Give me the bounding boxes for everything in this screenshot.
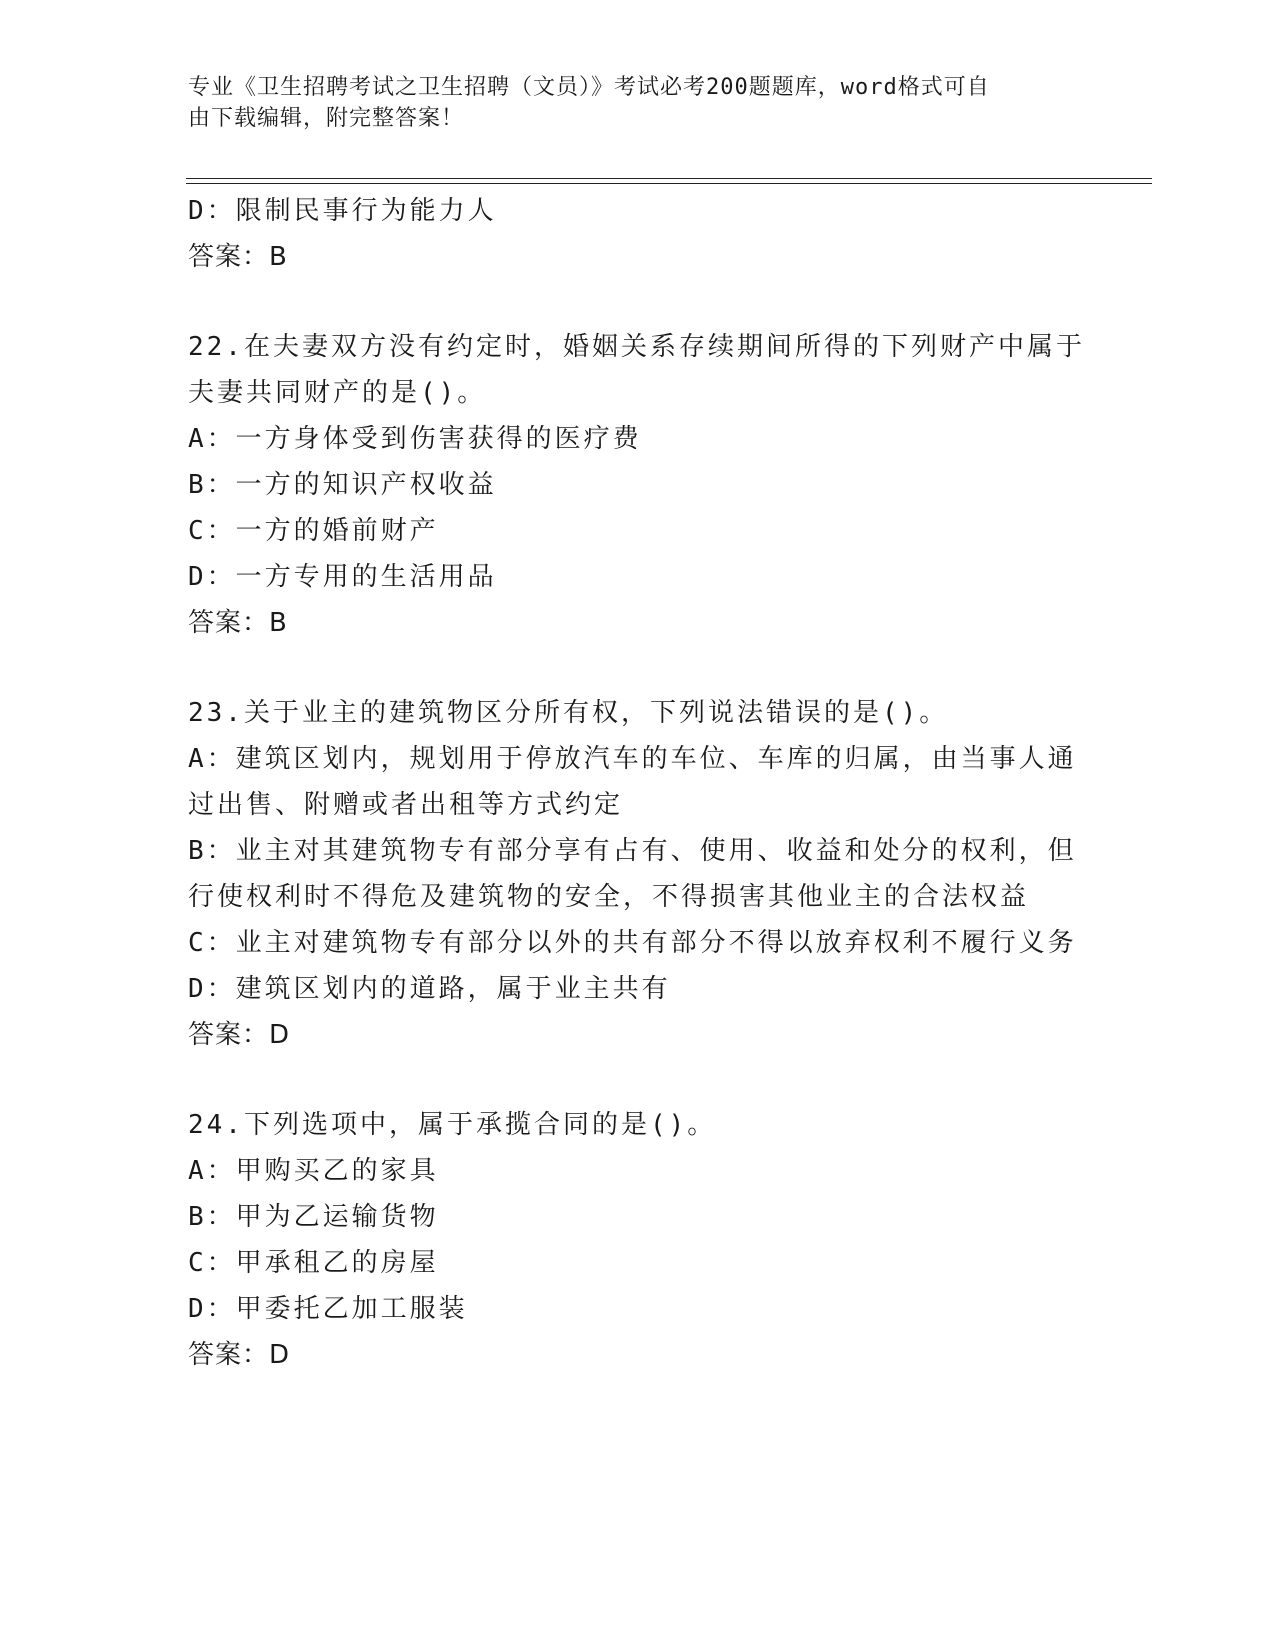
answer-line xyxy=(188,1012,1088,1058)
answer-value: B xyxy=(269,608,288,638)
question-stem-cont: 夫妻共同财产的是()。 xyxy=(188,378,487,408)
question-stem: 23.关于业主的建筑物区分所有权，下列说法错误的是()。 xyxy=(188,698,949,728)
option-a: A：建筑区划内，规划用于停放汽车的车位、车库的归属，由当事人通 xyxy=(188,744,1077,774)
question-21-tail xyxy=(188,188,1088,280)
answer-label: 答案： xyxy=(188,1340,270,1370)
answer-line xyxy=(188,1332,1088,1378)
header-line-1: 专业《卫生招聘考试之卫生招聘（文员）》考试必考200题题库，word格式可自 xyxy=(188,75,990,100)
header-rule-bottom xyxy=(186,183,1152,184)
option-c: C：业主对建筑物专有部分以外的共有部分不得以放弃权利不履行义务 xyxy=(188,928,1077,958)
answer-value: D xyxy=(269,1340,291,1370)
answer-label: 答案： xyxy=(188,242,270,272)
spacer xyxy=(188,646,1088,690)
option-d: D：限制民事行为能力人 xyxy=(188,196,497,226)
option-c: C：甲承租乙的房屋 xyxy=(188,1248,439,1278)
answer-label: 答案： xyxy=(188,608,270,638)
option-b: B：一方的知识产权收益 xyxy=(188,470,497,500)
question-list xyxy=(188,188,1088,1378)
question-stem: 24.下列选项中，属于承揽合同的是()。 xyxy=(188,1110,717,1140)
option-a: A：甲购买乙的家具 xyxy=(188,1156,439,1186)
header-line-2: 由下载编辑，附完整答案！ xyxy=(188,106,465,131)
answer-label: 答案： xyxy=(188,1020,270,1050)
option-a: A：一方身体受到伤害获得的医疗费 xyxy=(188,424,642,454)
answer-line xyxy=(188,600,1088,646)
option-b-cont: 行使权利时不得危及建筑物的安全，不得损害其他业主的合法权益 xyxy=(188,882,1030,912)
option-d: D：建筑区划内的道路，属于业主共有 xyxy=(188,974,671,1004)
option-a-cont: 过出售、附赠或者出租等方式约定 xyxy=(188,790,624,820)
option-b: B：甲为乙运输货物 xyxy=(188,1202,439,1232)
question-23 xyxy=(188,690,1088,1058)
answer-value: B xyxy=(269,242,288,272)
spacer xyxy=(188,1058,1088,1102)
question-22 xyxy=(188,324,1088,646)
document-header xyxy=(188,72,1068,134)
question-stem: 22.在夫妻双方没有约定时，婚姻关系存续期间所得的下列财产中属于 xyxy=(188,332,1085,362)
header-rule-top xyxy=(186,178,1152,179)
question-24 xyxy=(188,1102,1088,1378)
option-c: C：一方的婚前财产 xyxy=(188,516,439,546)
option-b: B：业主对其建筑物专有部分享有占有、使用、收益和处分的权利，但 xyxy=(188,836,1077,866)
answer-line xyxy=(188,234,1088,280)
option-d: D：甲委托乙加工服装 xyxy=(188,1294,468,1324)
option-d: D：一方专用的生活用品 xyxy=(188,562,497,592)
spacer xyxy=(188,280,1088,324)
answer-value: D xyxy=(269,1020,291,1050)
